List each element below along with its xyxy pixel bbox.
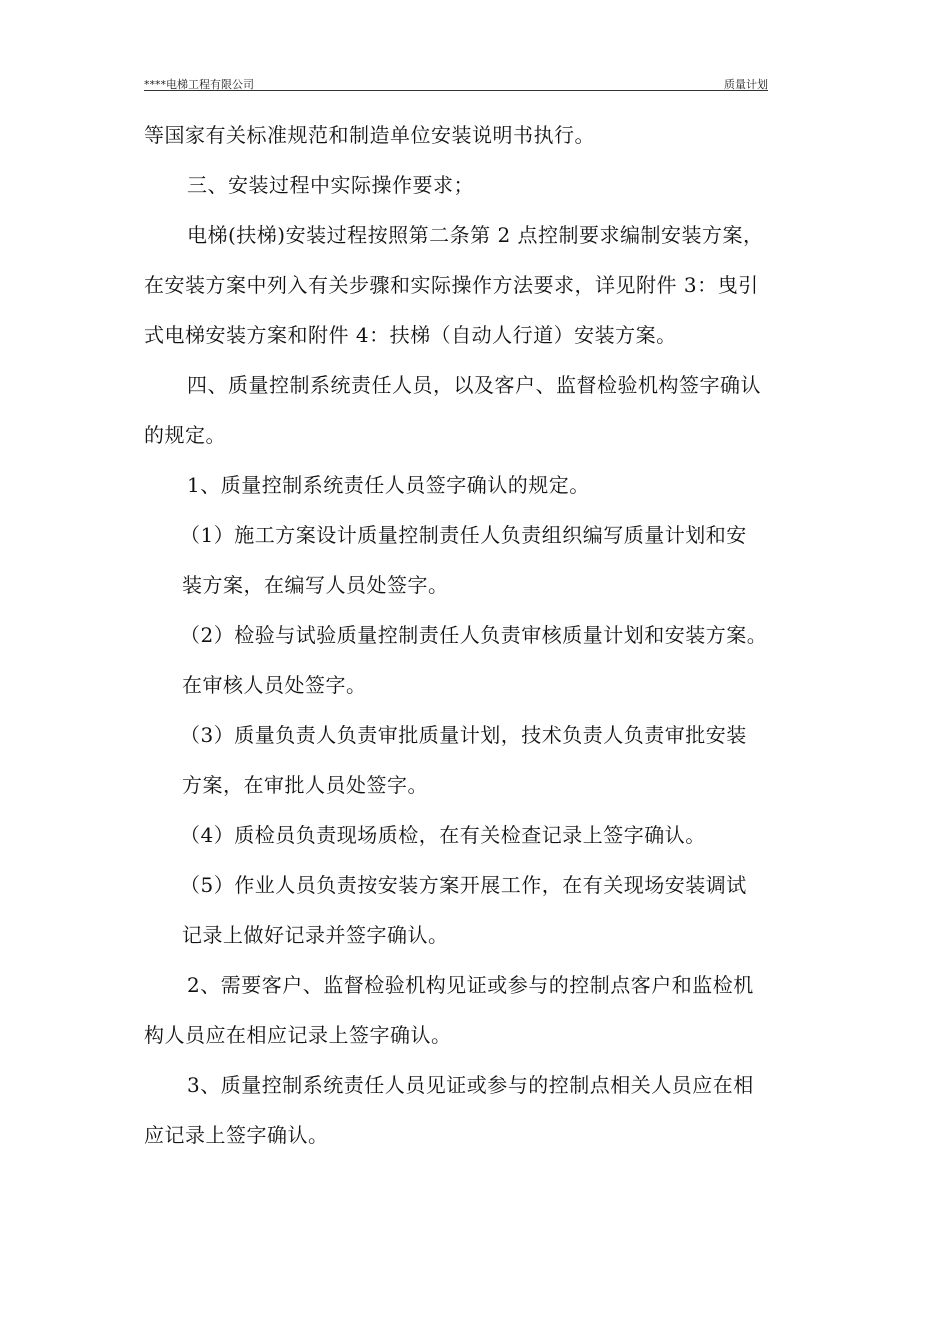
list-item-5: （5）作业人员负责按安装方案开展工作，在有关现场安装调试: [180, 873, 747, 897]
header-company-name: ****电梯工程有限公司: [144, 78, 254, 91]
list-item-3: （3）质量负责人负责审批质量计划，技术负责人负责审批安装: [180, 723, 747, 747]
body-line-1: 等国家有关标准规范和制造单位安装说明书执行。: [144, 123, 595, 147]
subsection-heading-1: 1、质量控制系统责任人员签字确认的规定。: [187, 473, 590, 497]
section-heading-4: 四、质量控制系统责任人员，以及客户、监督检验机构签字确认: [187, 373, 761, 397]
subsection-heading-3: 3、质量控制系统责任人员见证或参与的控制点相关人员应在相: [187, 1073, 754, 1097]
body-line-4: 在安装方案中列入有关步骤和实际操作方法要求，详见附件 3：曳引: [144, 273, 759, 297]
body-line-19: 构人员应在相应记录上签字确认。: [144, 1023, 452, 1047]
page-header: [144, 76, 768, 90]
list-item-4: （4）质检员负责现场质检，在有关检查记录上签字确认。: [180, 823, 706, 847]
subsection-heading-2: 2、需要客户、监督检验机构见证或参与的控制点客户和监检机: [187, 973, 754, 997]
header-document-title: 质量计划: [724, 78, 768, 91]
list-item-5-continued: 记录上做好记录并签字确认。: [182, 923, 449, 947]
list-item-2-continued: 在审核人员处签字。: [182, 673, 367, 697]
list-item-3-continued: 方案，在审批人员处签字。: [182, 773, 428, 797]
body-line-3: 电梯(扶梯)安装过程按照第二条第 2 点控制要求编制安装方案，: [187, 223, 764, 247]
list-item-1-continued: 装方案，在编写人员处签字。: [182, 573, 449, 597]
body-line-21: 应记录上签字确认。: [144, 1123, 329, 1147]
list-item-2: （2）检验与试验质量控制责任人负责审核质量计划和安装方案。: [180, 623, 768, 647]
body-line-7: 的规定。: [144, 423, 226, 447]
list-item-1: （1）施工方案设计质量控制责任人负责组织编写质量计划和安: [180, 523, 747, 547]
body-line-5: 式电梯安装方案和附件 4：扶梯（自动人行道）安装方案。: [144, 323, 677, 347]
header-divider: [144, 90, 768, 91]
section-heading-3: 三、安装过程中实际操作要求；: [187, 173, 474, 197]
